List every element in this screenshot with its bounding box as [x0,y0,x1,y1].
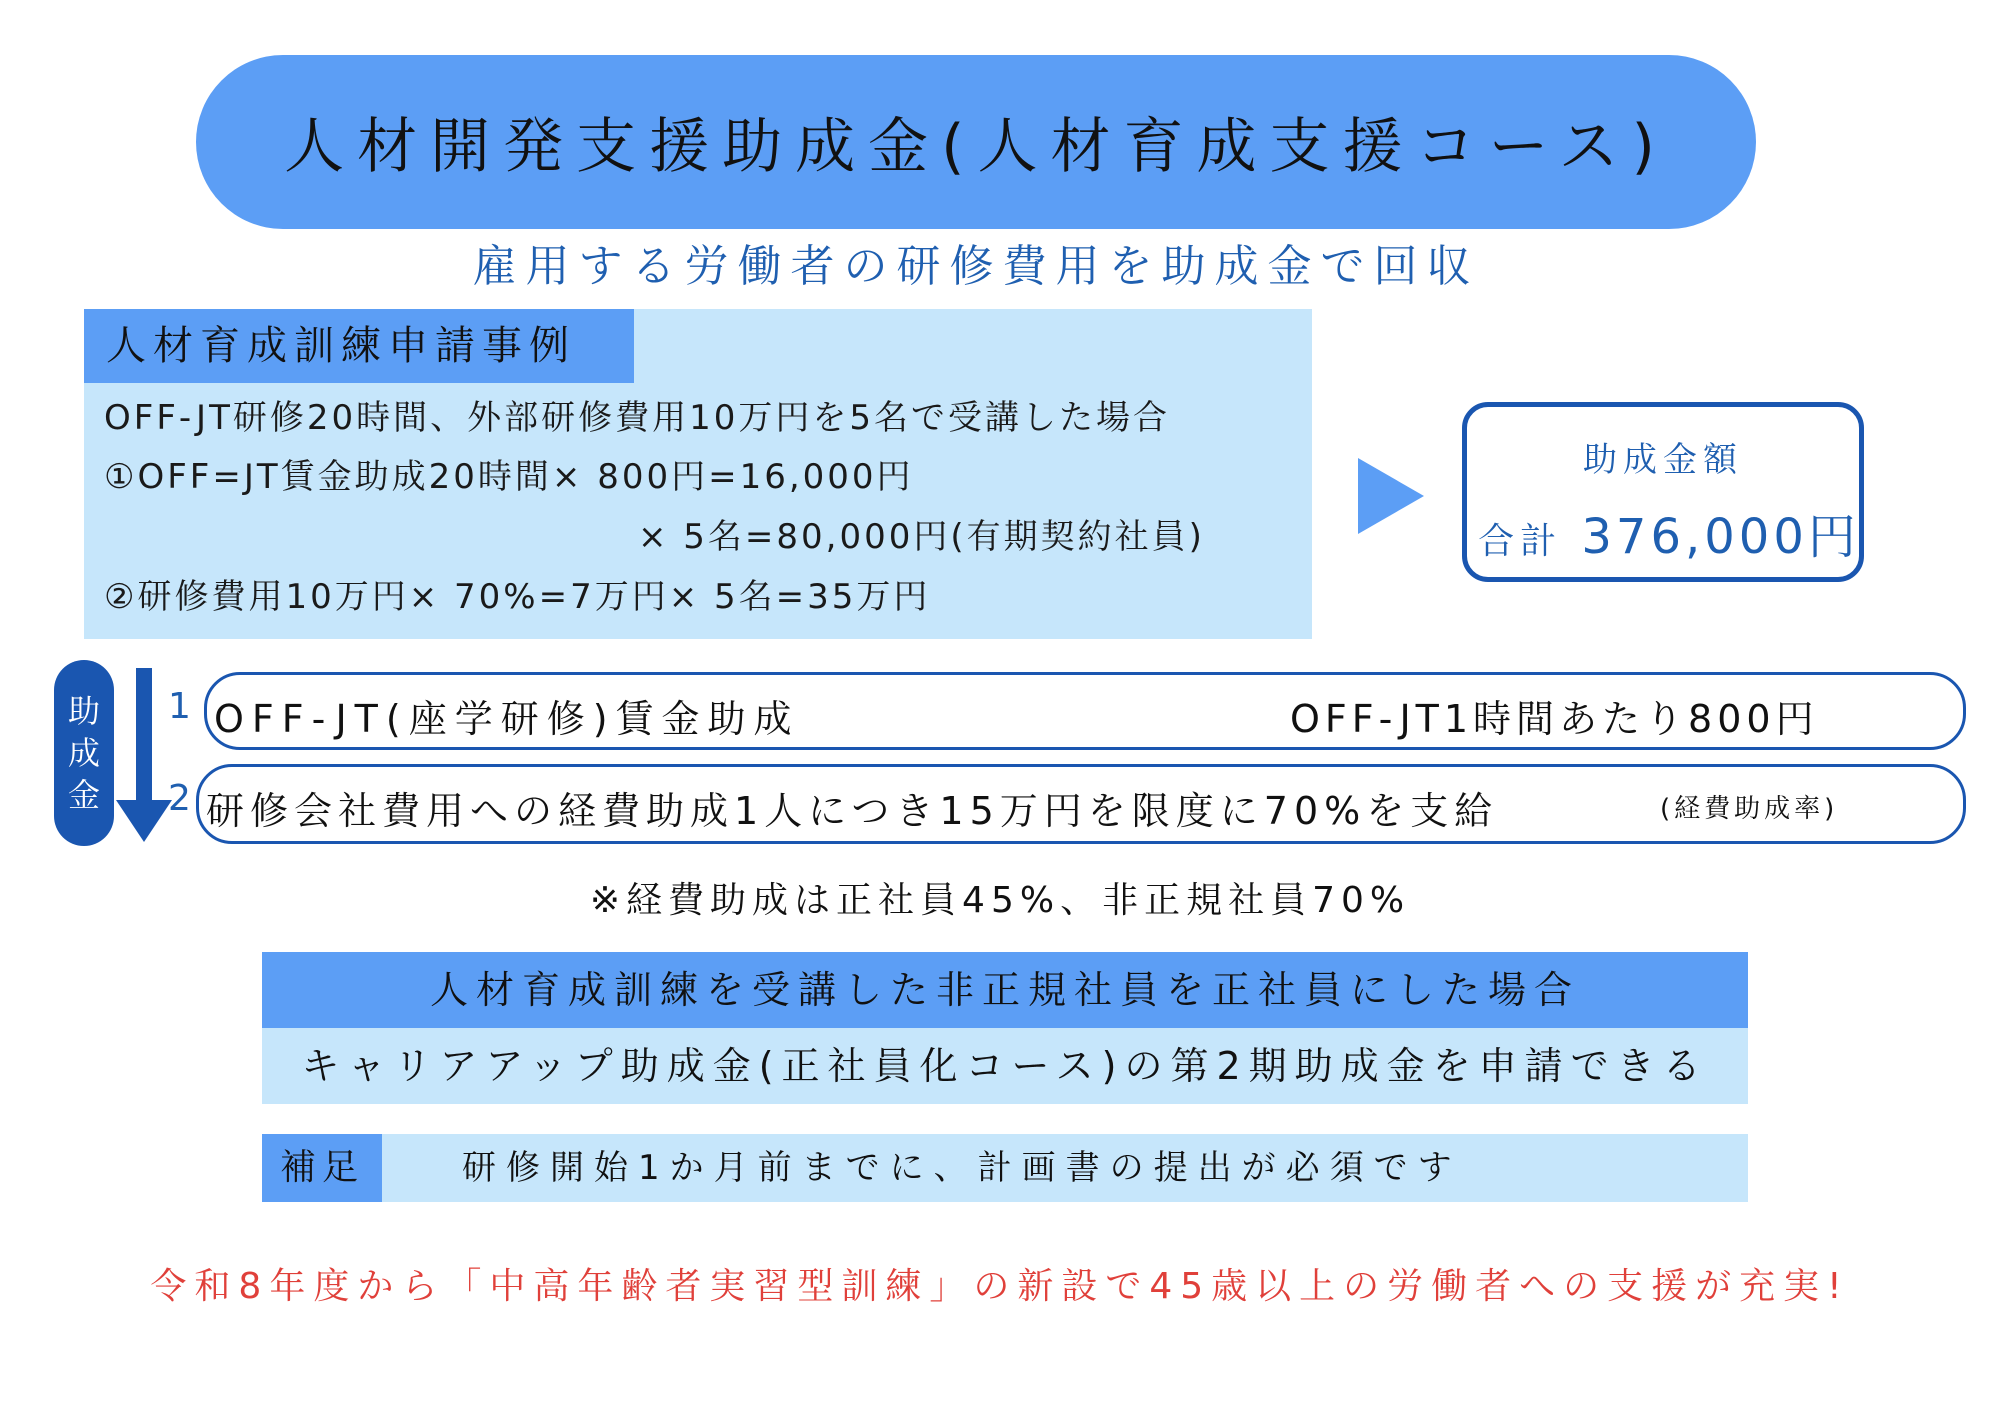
amount-total [1474,498,1864,567]
example-line-1: OFF-JT研修20時間、外部研修費用10万円を5名で受講した場合 [104,398,1170,438]
career-body: キャリアアップ助成金(正社員化コース)の第2期助成金を申請できる [262,1028,1748,1104]
amount-value: 376,000円 [1581,509,1860,565]
item-1-left: OFF-JT(座学研修)賃金助成 [214,697,800,741]
subsidy-badge [54,660,114,846]
supplement-text: 研修開始1か月前までに、計画書の提出が必須です [462,1148,1462,1188]
career-header: 人材育成訓練を受講した非正規社員を正社員にした場合 [262,952,1748,1028]
example-header: 人材育成訓練申請事例 [84,309,634,383]
amount-prefix: 合計 [1478,521,1563,562]
down-arrow-shaft [136,668,152,806]
item-2-text: 研修会社費用への経費助成1人につき15万円を限度に70%を支給 [206,789,1499,833]
item-2-note: (経費助成率) [1660,794,1839,824]
badge-char-1: 助 [67,692,100,730]
example-line-4: ②研修費用10万円× 70%=7万円× 5名=35万円 [104,577,931,617]
page-title: 人材開発支援助成金(人材育成支援コース) [284,112,1668,182]
badge-char-2: 成 [67,734,100,772]
note-text: ※経費助成は正社員45%、非正規社員70% [589,880,1411,921]
down-arrow-icon [116,800,172,842]
item-1-right: OFF-JT1時間あたり800円 [1290,697,1819,741]
title-banner [196,55,1756,229]
arrow-right-icon [1358,458,1424,534]
item-number-1: 1 [168,686,191,727]
amount-label: 助成金額 [1583,440,1743,480]
footer-text: 令和8年度から「中高年齢者実習型訓練」の新設で45歳以上の労働者への支援が充実! [150,1266,1850,1307]
badge-char-3: 金 [67,776,100,814]
subtitle: 雇用する労働者の研修費用を助成金で回収 [472,241,1480,292]
supplement-label: 補足 [262,1134,382,1202]
item-number-2: 2 [168,778,191,819]
example-line-3: × 5名=80,000円(有期契約社員) [638,517,1205,557]
example-line-2: ①OFF=JT賃金助成20時間× 800円=16,000円 [104,457,914,497]
